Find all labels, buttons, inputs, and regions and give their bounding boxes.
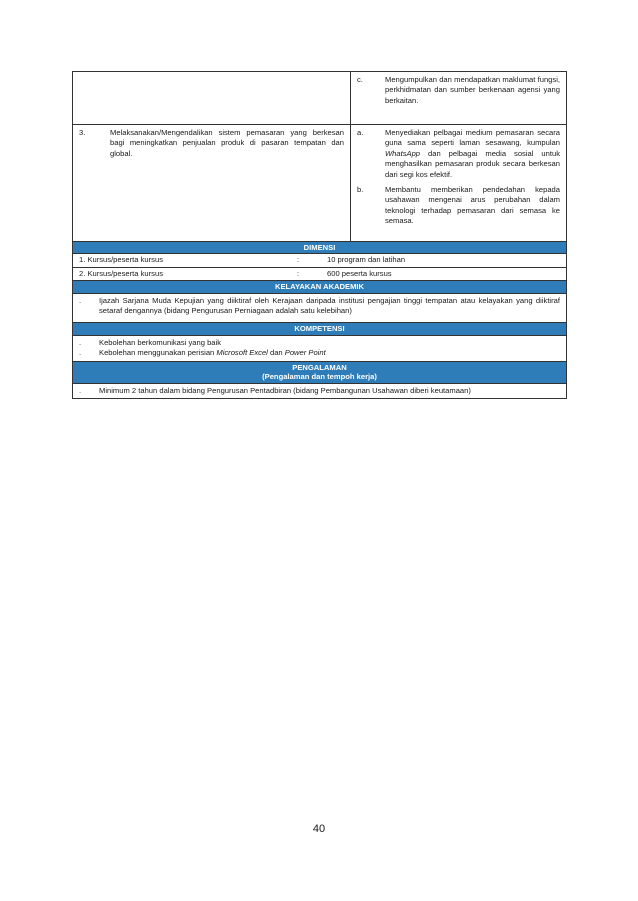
activity-item-b — [357, 185, 560, 227]
function-number: 3. — [79, 128, 86, 137]
kelayakan-item — [79, 296, 560, 317]
activity-marker: c. — [357, 75, 363, 84]
activity-item-c — [357, 75, 560, 106]
activity-text-part: Menyediakan pelbagai medium pemasaran secara guna sama seperti laman sesawang, kumpulan — [385, 128, 560, 148]
page-number: 40 — [312, 823, 326, 835]
bullet-dot: . — [79, 386, 82, 396]
kompetensi-block — [73, 335, 566, 361]
activity-text-part: dan pelbagai media sosial untuk menghasilkan pemasaran produk secara berkesan dari segi kos efektif. — [385, 148, 560, 179]
table-row-continuation — [73, 72, 566, 124]
kelayakan-header: KELAYAKAN AKADEMIK — [73, 280, 566, 293]
table-row-3 — [73, 124, 566, 241]
dimensi-label: 1. Kursus/peserta kursus — [79, 255, 163, 265]
kompetensi-text-italic: Power Point — [284, 348, 326, 358]
activity-text-italic: WhatsApp — [385, 148, 421, 158]
dimensi-value: 600 peserta kursus — [327, 268, 392, 278]
pengalaman-header — [73, 361, 566, 383]
kompetensi-item — [79, 348, 560, 358]
dimensi-label: 2. Kursus/peserta kursus — [79, 268, 163, 278]
kelayakan-block — [73, 293, 566, 323]
dimensi-row — [73, 253, 566, 266]
kompetensi-text-part: Kebolehan menggunakan perisian — [99, 348, 217, 358]
kompetensi-text-italic: Microsoft Excel — [216, 348, 268, 358]
kelayakan-text: Ijazah Sarjana Muda Kepujian yang diiktiraf oleh Kerajaan daripada institusi pengajian tinggi tempatan atau kelayakan yang diiktiraf setaraf dengannya (bidang Pengurusan Perniagaan adalah satu kelebihan) — [99, 295, 560, 316]
left-cell-empty — [73, 72, 351, 124]
dimensi-separator: : — [297, 255, 300, 265]
function-text: Melaksanakan/Mengendalikan sistem pemasaran yang berkesan bagi meningkatkan penjualan produk di pasaran tempatan dan global. — [110, 128, 344, 158]
job-description-table — [72, 71, 567, 399]
dimensi-row — [73, 267, 566, 280]
pengalaman-text: Minimum 2 tahun dalam bidang Pengurusan Pentadbiran (bidang Pembangunan Usahawan diberi keutamaan) — [99, 386, 471, 396]
pengalaman-title: PENGALAMAN — [292, 362, 347, 372]
kompetensi-header: KOMPETENSI — [73, 322, 566, 335]
activity-text: Mengumpulkan dan mendapatkan maklumat fungsi, perkhidmatan dan sumber berkenaan agensi yang berkaitan. — [385, 75, 560, 105]
function-cell — [73, 125, 351, 241]
pengalaman-subtitle: (Pengalaman dan tempoh kerja) — [262, 372, 377, 382]
activity-marker: b. — [357, 185, 364, 195]
right-cell-activities — [351, 72, 566, 124]
kompetensi-text — [99, 348, 560, 358]
activities-cell — [351, 125, 566, 241]
activity-marker: a. — [357, 128, 364, 137]
pengalaman-block — [73, 383, 566, 398]
function-item — [79, 128, 344, 159]
bullet-dot: . — [79, 348, 82, 358]
kompetensi-text: Kebolehan berkomunikasi yang baik — [99, 338, 222, 348]
kompetensi-item — [79, 338, 560, 348]
dimensi-header: DIMENSI — [73, 241, 566, 254]
dimensi-value: 10 program dan latihan — [327, 255, 406, 265]
activity-text: Membantu memberikan pendedahan kepada usahawan mengenai arus perubahan dalam teknologi terhadap pemasaran dari semasa ke semasa. — [385, 185, 560, 226]
bullet-dot: . — [79, 338, 82, 348]
activity-text — [385, 128, 560, 180]
dimensi-separator: : — [297, 268, 300, 278]
kompetensi-text-part: dan — [267, 348, 285, 358]
bullet-dot: . — [79, 295, 82, 305]
pengalaman-item — [79, 386, 560, 396]
activity-item-a — [357, 128, 560, 180]
